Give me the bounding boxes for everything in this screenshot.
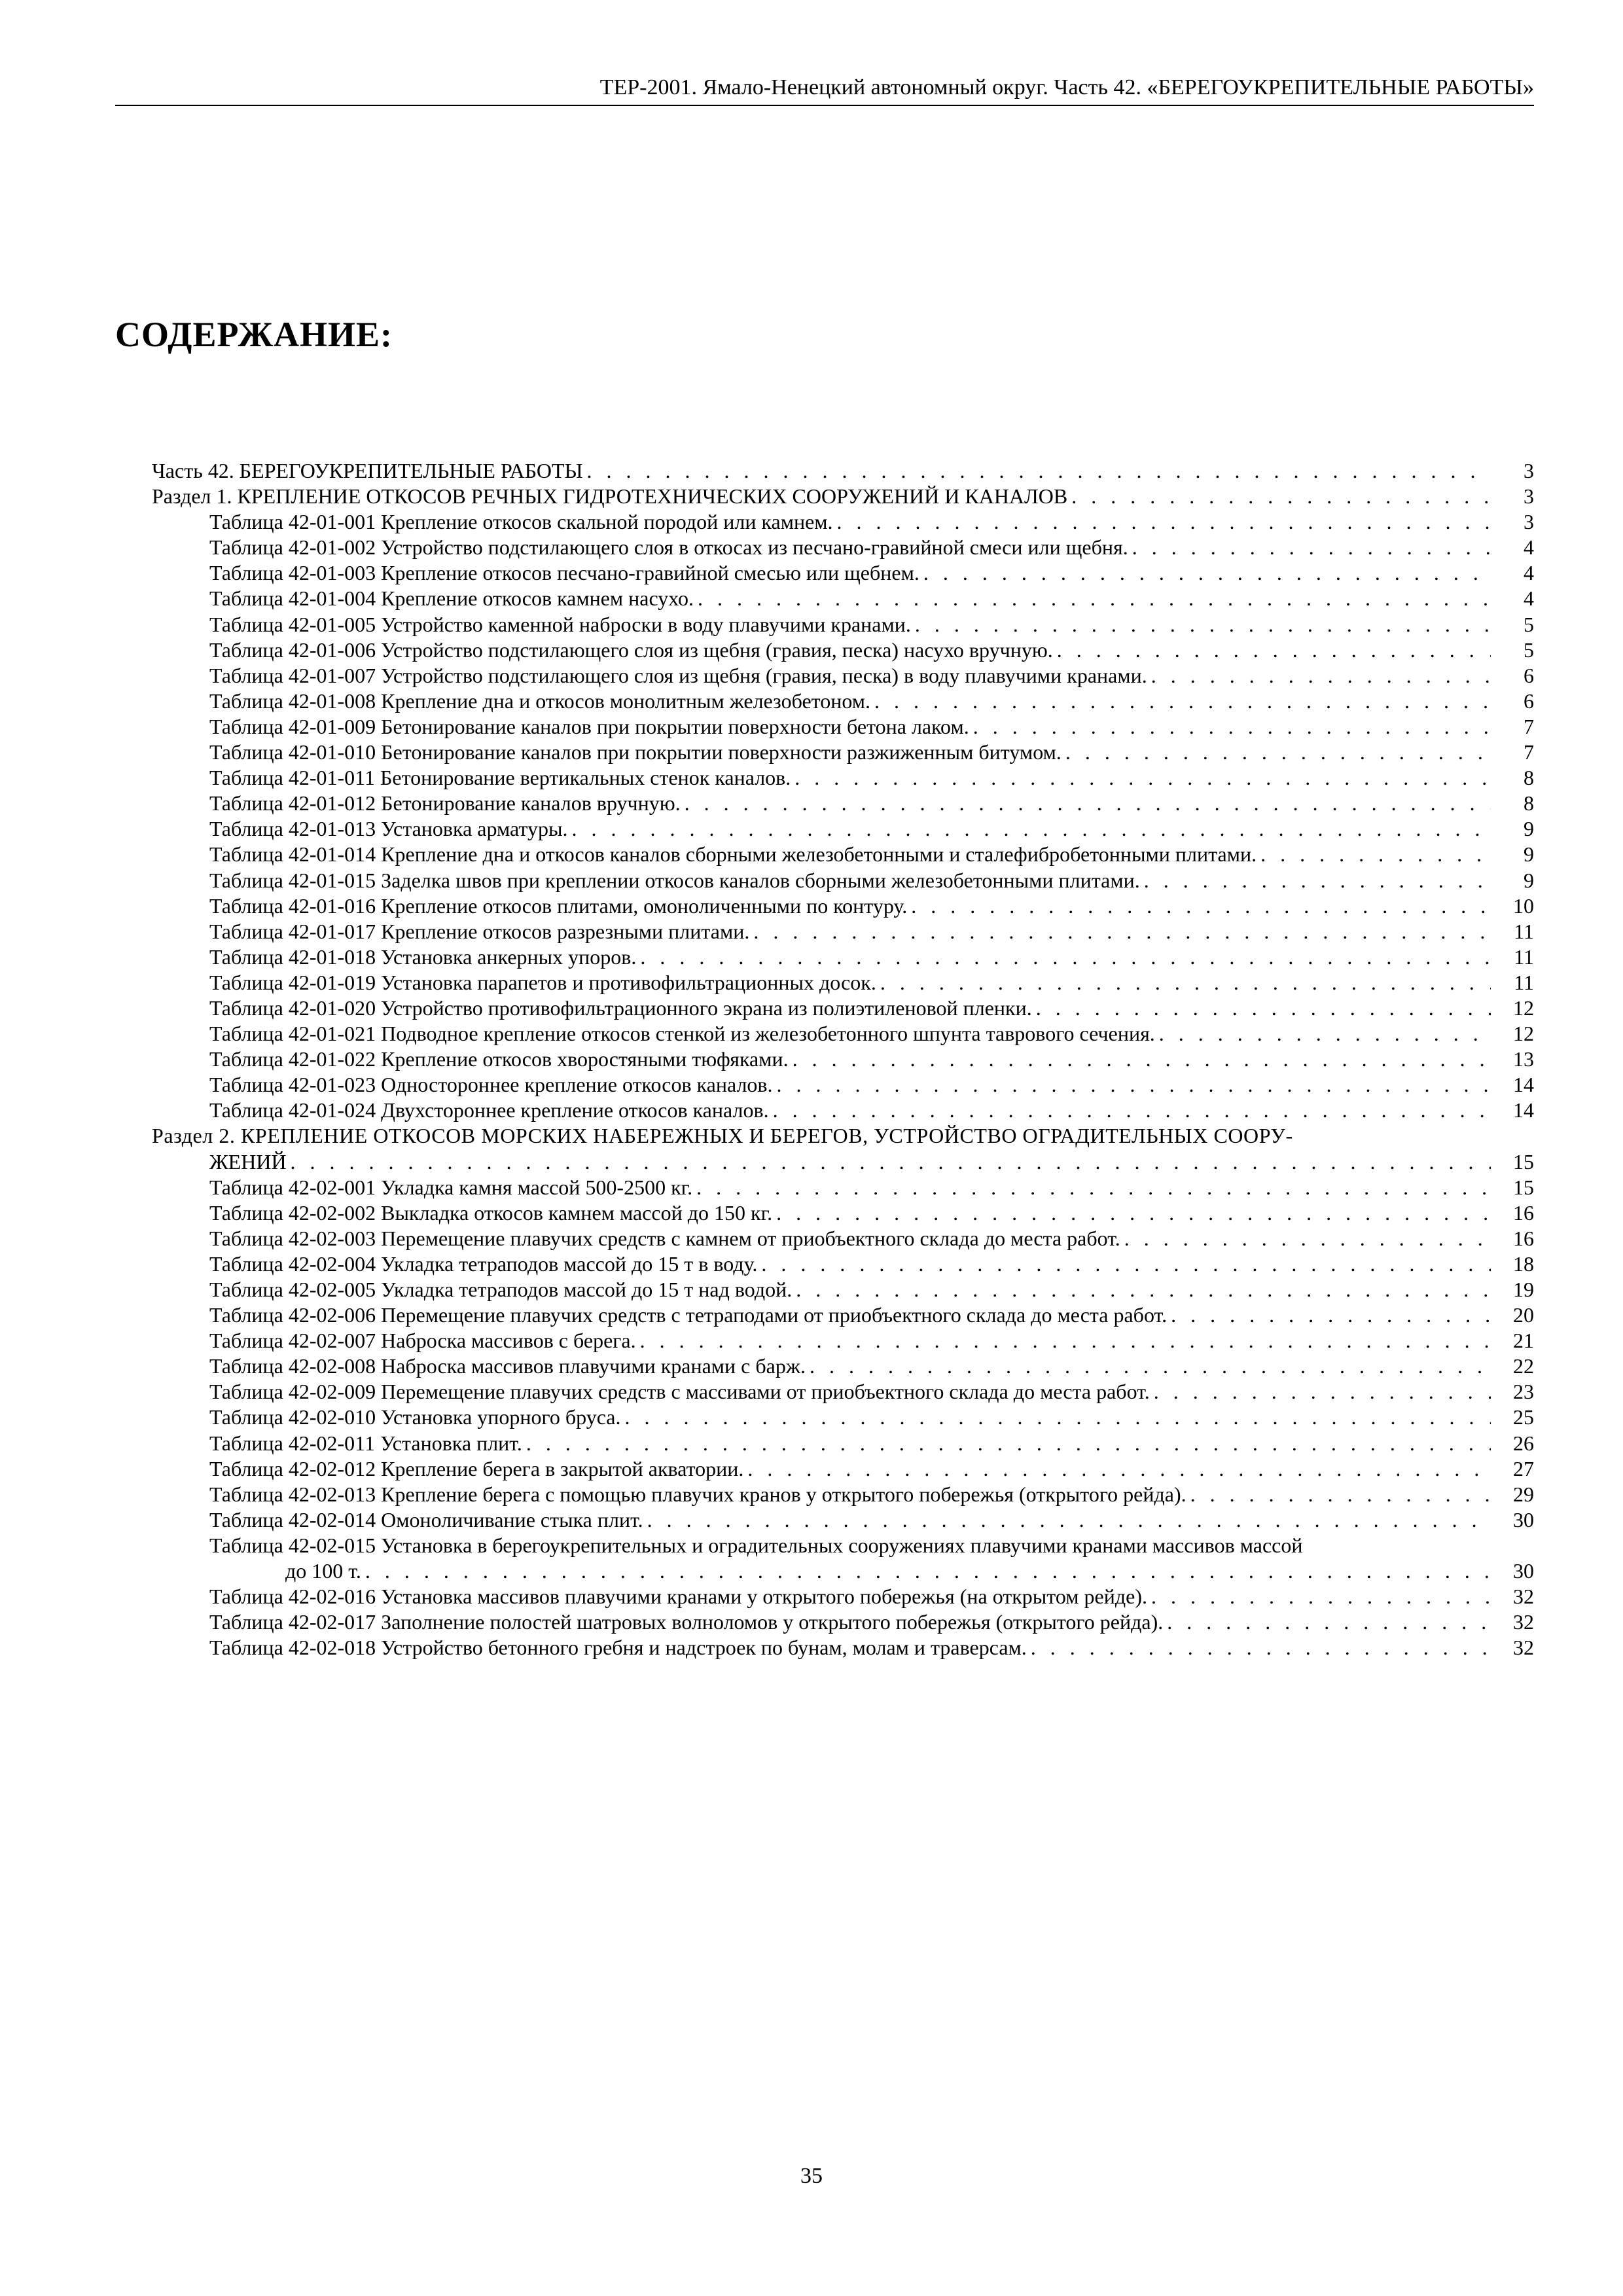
dot-leader [647,1507,1491,1533]
toc-entry-title: Таблица 42-02-017 Заполнение полостей шатровых волноломов у открытого побережья (открытого рейда). [209,1610,1164,1634]
toc-entry[interactable] [152,1431,1534,1456]
toc-entry[interactable] [152,663,1534,689]
dot-leader [753,919,1491,944]
toc-page-number: 9 [1524,842,1534,867]
toc-entry-title: Таблица 42-01-002 Устройство подстилающего слоя в откосах из песчано-гравийной смеси или щебня. [209,535,1128,560]
toc-section-2-entry-line1[interactable]: Раздел 2. КРЕПЛЕНИЕ ОТКОСОВ МОРСКИХ НАБЕРЕЖНЫХ И БЕРЕГОВ, УСТРОЙСТВО ОГРАДИТЕЛЬНЫХ СООРУ- [152,1124,1293,1148]
toc-entry-42-02-015-line2[interactable]: до 100 т. . . . 30 [152,1558,1534,1584]
toc-entry[interactable] [152,1251,1534,1277]
toc-entry[interactable] [152,1226,1534,1251]
toc-page-number: 3 [1524,484,1534,509]
toc-entry-title: Таблица 42-02-012 Крепление берега в закрытой акватории. [209,1456,744,1480]
dot-leader [796,1277,1491,1302]
dot-leader [571,816,1491,842]
page-number: 35 [800,2164,823,2188]
dot-leader [586,458,1491,484]
toc-page-number: 4 [1524,586,1534,611]
dot-leader [911,893,1491,919]
toc-entry-title: Таблица 42-01-020 Устройство противофильтрационного экрана из полиэтиленовой пленки. [209,996,1032,1020]
toc-entry-title: Таблица 42-01-007 Устройство подстилающего слоя из щебня (гравия, песка) в воду плавучими кранами. [209,663,1147,687]
toc-page-number: 32 [1513,1636,1534,1660]
toc-page-number: 5 [1524,637,1534,662]
toc-entry-title: Таблица 42-02-010 Установка упорного бруса. [209,1405,621,1429]
toc-entry-title: Таблица 42-01-022 Крепление откосов хворостяными тюфяками. [209,1047,789,1071]
dot-leader [915,612,1491,637]
toc-page-number: 4 [1524,561,1534,585]
toc-page-number: 32 [1513,1610,1534,1634]
toc-page-number: 11 [1514,919,1534,943]
toc-page-number: 16 [1513,1200,1534,1225]
toc-entry-title: Таблица 42-01-015 Заделка швов при креплении откосов каналов сборными железобетонными плитами. [209,868,1140,892]
toc-entry-title: Таблица 42-01-019 Установка парапетов и противофильтрационных досок. [209,970,876,994]
dot-leader [1151,1584,1491,1609]
toc-entry-title: Таблица 42-02-016 Установка массивов плавучими кранами у открытого побережья (на открытом рейде). [209,1585,1147,1609]
toc-entry[interactable] [152,1609,1534,1635]
dot-leader [698,586,1491,611]
toc-entry-title: Таблица 42-02-009 Перемещение плавучих средств с массивами от приобъектного склада до места работ. [209,1380,1150,1404]
toc-entry[interactable] [152,714,1534,740]
toc-entry-title: Таблица 42-01-001 Крепление откосов скальной породой или камнем. [209,510,833,534]
toc-page-number: 9 [1524,817,1534,841]
toc-entry-title: Таблица 42-01-021 Подводное крепление откосов стенкой из железобетонного шпунта таврового сечения. [209,1022,1155,1046]
table-of-contents [152,458,1534,1660]
toc-entry[interactable] [152,637,1534,663]
toc-entry[interactable] [152,689,1534,714]
toc-entry-title: Таблица 42-02-011 Установка плит. [209,1431,522,1455]
toc-entry-title: Таблица 42-01-003 Крепление откосов песчано-гравийной смесью или щебнем. [209,561,919,585]
dot-leader [1260,842,1491,867]
toc-entry[interactable] [152,1098,1534,1123]
dot-leader [1071,484,1491,509]
toc-page-number: 9 [1524,868,1534,892]
dot-leader [685,791,1491,816]
toc-page-number: 22 [1513,1354,1534,1378]
dot-leader [1144,868,1491,893]
dot-leader [640,1328,1491,1354]
dot-leader [761,1251,1491,1277]
toc-entry-title: Таблица 42-02-013 Крепление берега с помощью плавучих кранов у открытого побережья (открытого рейда). [209,1482,1186,1506]
dot-leader [773,1098,1491,1123]
toc-page-number: 5 [1524,612,1534,636]
toc-entry-42-02-015-line1[interactable]: Таблица 42-02-015 Установка в берегоукрепительных и оградительных сооружениях плавучими кранами массивов массой [209,1533,1303,1557]
dot-leader [776,1200,1491,1226]
section-2-entries [152,1175,1534,1533]
dot-leader [365,1558,1491,1584]
toc-heading: СОДЕРЖАНИЕ: [115,315,393,354]
dot-leader [880,970,1491,996]
toc-entry[interactable] [152,586,1534,611]
toc-entry-title: Таблица 42-01-009 Бетонирование каналов при покрытии поверхности бетона лаком. [209,714,969,738]
toc-entry[interactable] [152,842,1534,867]
header-rule [115,105,1534,106]
toc-entry-title: Таблица 42-02-014 Омоноличивание стыка плит. [209,1507,643,1532]
toc-entry-title: Таблица 42-01-005 Устройство каменной наброски в воду плавучими кранами. [209,612,911,636]
toc-entry[interactable] [152,1507,1534,1533]
toc-entry[interactable] [152,1456,1534,1482]
toc-entry[interactable] [152,996,1534,1021]
dot-leader [1065,740,1491,765]
toc-entry[interactable] [152,919,1534,944]
dot-leader [777,1072,1491,1098]
toc-entry[interactable] [152,944,1534,970]
toc-entry[interactable] [152,535,1534,560]
toc-page-number: 16 [1513,1226,1534,1250]
dot-leader [1159,1021,1491,1047]
toc-page-number: 29 [1513,1482,1534,1506]
toc-page-number: 15 [1513,1149,1534,1174]
toc-page-number: 8 [1524,766,1534,790]
toc-entry[interactable] [152,1328,1534,1354]
toc-page-number: 13 [1513,1047,1534,1071]
toc-entry-title: Таблица 42-02-004 Укладка тетраподов массой до 15 т в воду. [209,1251,758,1276]
toc-entry-title: Таблица 42-02-005 Укладка тетраподов массой до 15 т над водой. [209,1278,793,1301]
toc-entry[interactable] [152,1584,1534,1609]
toc-page-number: 7 [1524,740,1534,764]
toc-entry-title: Таблица 42-01-012 Бетонирование каналов вручную. [209,791,681,816]
toc-page-number: 21 [1513,1329,1534,1353]
dot-leader [1190,1482,1491,1507]
dot-leader [874,689,1491,714]
toc-entry-title: Таблица 42-02-008 Наброска массивов плавучими кранами с барж. [209,1354,806,1378]
toc-page-number: 18 [1513,1251,1534,1276]
toc-entry[interactable] [152,893,1534,919]
dot-leader [1124,1226,1491,1251]
toc-entry-title: Таблица 42-01-023 Одностороннее крепление откосов каналов. [209,1073,773,1097]
toc-entry-title: Таблица 42-01-024 Двухстороннее крепление откосов каналов. [209,1098,769,1122]
dot-leader [1171,1302,1491,1328]
dot-leader [923,560,1491,586]
toc-section-1-entry[interactable]: Раздел 1. КРЕПЛЕНИЕ ОТКОСОВ РЕЧНЫХ ГИДРОТЕХНИЧЕСКИХ СООРУЖЕНИЙ И КАНАЛОВ . . . 3 [152,484,1534,509]
toc-entry[interactable] [152,1175,1534,1200]
toc-page-number: 4 [1524,535,1534,560]
running-header: ТЕР-2001. Ямало-Ненецкий автономный округ. Часть 42. «БЕРЕГОУКРЕПИТЕЛЬНЫЕ РАБОТЫ» [599,75,1534,99]
toc-entry-title: Таблица 42-02-002 Выкладка откосов камнем массой до 150 кг. [209,1200,773,1225]
dot-leader [1031,1635,1491,1660]
toc-entry[interactable] [152,1021,1534,1047]
dot-leader [640,944,1491,970]
toc-page-number: 3 [1524,510,1534,534]
toc-entry[interactable] [152,1047,1534,1072]
toc-section-2-entry-line2[interactable]: ЖЕНИЙ . . . 15 [152,1149,1534,1175]
toc-entry-title: Таблица 42-01-013 Установка арматуры. [209,817,568,841]
toc-page-number: 8 [1524,791,1534,816]
toc-page-number: 25 [1513,1405,1534,1429]
dot-leader [1151,663,1491,689]
toc-entry-title: Таблица 42-02-003 Перемещение плавучих средств с камнем от приобъектного склада до места работ. [209,1226,1120,1250]
dot-leader [747,1456,1491,1482]
toc-entry-title: Таблица 42-01-010 Бетонирование каналов при покрытии поверхности разжиженным битумом. [209,740,1061,764]
toc-page-number: 14 [1513,1098,1534,1122]
dot-leader [1167,1609,1491,1635]
dot-leader [810,1354,1491,1379]
toc-page-number: 14 [1513,1073,1534,1097]
toc-entry-title: Таблица 42-02-001 Укладка камня массой 500-2500 кг. [209,1175,693,1199]
toc-entry[interactable] [152,1354,1534,1379]
dot-leader [1036,996,1491,1021]
toc-page-number: 23 [1513,1380,1534,1404]
toc-entry-title: Таблица 42-01-018 Установка анкерных упоров. [209,944,637,969]
toc-entry[interactable] [152,1405,1534,1430]
toc-page-number: 20 [1513,1303,1534,1327]
toc-entry[interactable] [152,509,1534,535]
toc-entry-title: Таблица 42-01-017 Крепление откосов разрезными плитами. [209,919,750,943]
dot-leader [1132,535,1491,560]
toc-entry[interactable] [152,1482,1534,1507]
dot-leader [1154,1379,1491,1405]
toc-entry-title: Таблица 42-02-007 Наброска массивов с берега. [209,1329,636,1353]
toc-entry-title: Таблица 42-01-006 Устройство подстилающего слоя из щебня (гравия, песка) насухо вручную. [209,637,1053,662]
toc-entry-title: Таблица 42-01-011 Бетонирование вертикальных стенок каналов. [209,766,791,790]
toc-entry-title: Таблица 42-01-016 Крепление откосов плитами, омоноличенными по контуру. [209,893,908,918]
dot-leader [291,1149,1491,1175]
dot-leader [793,1047,1491,1072]
toc-page-number: 3 [1524,459,1534,482]
toc-page-number: 12 [1513,1022,1534,1046]
toc-page-number: 15 [1513,1175,1534,1199]
toc-page-number: 27 [1513,1456,1534,1480]
toc-page-number: 30 [1513,1507,1534,1532]
toc-page-number: 30 [1513,1559,1534,1583]
toc-entry[interactable] [152,816,1534,842]
dot-leader [625,1405,1491,1430]
dot-leader [973,714,1491,740]
toc-entry-title: Таблица 42-01-014 Крепление дна и откосов каналов сборными железобетонными и сталефибробетонными плитами. [209,842,1257,867]
toc-page-number: 11 [1514,970,1534,994]
toc-entry[interactable] [152,791,1534,816]
toc-page-number: 7 [1524,714,1534,738]
toc-page-number: 12 [1513,996,1534,1020]
section-2-entries-tail [152,1584,1534,1660]
toc-entry-title: Таблица 42-02-006 Перемещение плавучих средств с тетраподами от приобъектного склада до места работ. [209,1303,1168,1327]
dot-leader [837,509,1491,535]
toc-entry-title: Таблица 42-02-018 Устройство бетонного гребня и надстроек по бунам, молам и траверсам. [209,1636,1027,1660]
toc-page-number: 19 [1513,1278,1534,1301]
toc-page-number: 11 [1514,944,1534,969]
toc-entry[interactable] [152,1379,1534,1405]
toc-entry[interactable] [152,560,1534,586]
toc-entry-title: Таблица 42-01-004 Крепление откосов камнем насухо. [209,586,694,611]
toc-entry[interactable] [152,765,1534,791]
toc-entry[interactable] [152,970,1534,996]
dot-leader [1057,637,1491,663]
toc-page-number: 6 [1524,689,1534,713]
dot-leader [696,1175,1491,1200]
toc-entry-title: Таблица 42-01-008 Крепление дна и откосов монолитным железобетоном. [209,689,870,713]
toc-page-number: 6 [1524,663,1534,687]
toc-entry[interactable] [152,1072,1534,1098]
section-1-entries [152,509,1534,1123]
toc-entry[interactable] [152,1635,1534,1660]
dot-leader [526,1431,1491,1456]
toc-page-number: 10 [1513,893,1534,918]
toc-entry[interactable] [152,868,1534,893]
toc-part-entry[interactable]: Часть 42. БЕРЕГОУКРЕПИТЕЛЬНЫЕ РАБОТЫ . . . 3 [152,458,1534,484]
toc-entry[interactable] [152,612,1534,637]
toc-entry[interactable] [152,1277,1534,1302]
toc-page-number: 26 [1513,1431,1534,1455]
toc-entry[interactable] [152,1302,1534,1328]
toc-entry[interactable] [152,740,1534,765]
dot-leader [794,765,1491,791]
toc-page-number: 32 [1513,1585,1534,1609]
toc-entry[interactable] [152,1200,1534,1226]
